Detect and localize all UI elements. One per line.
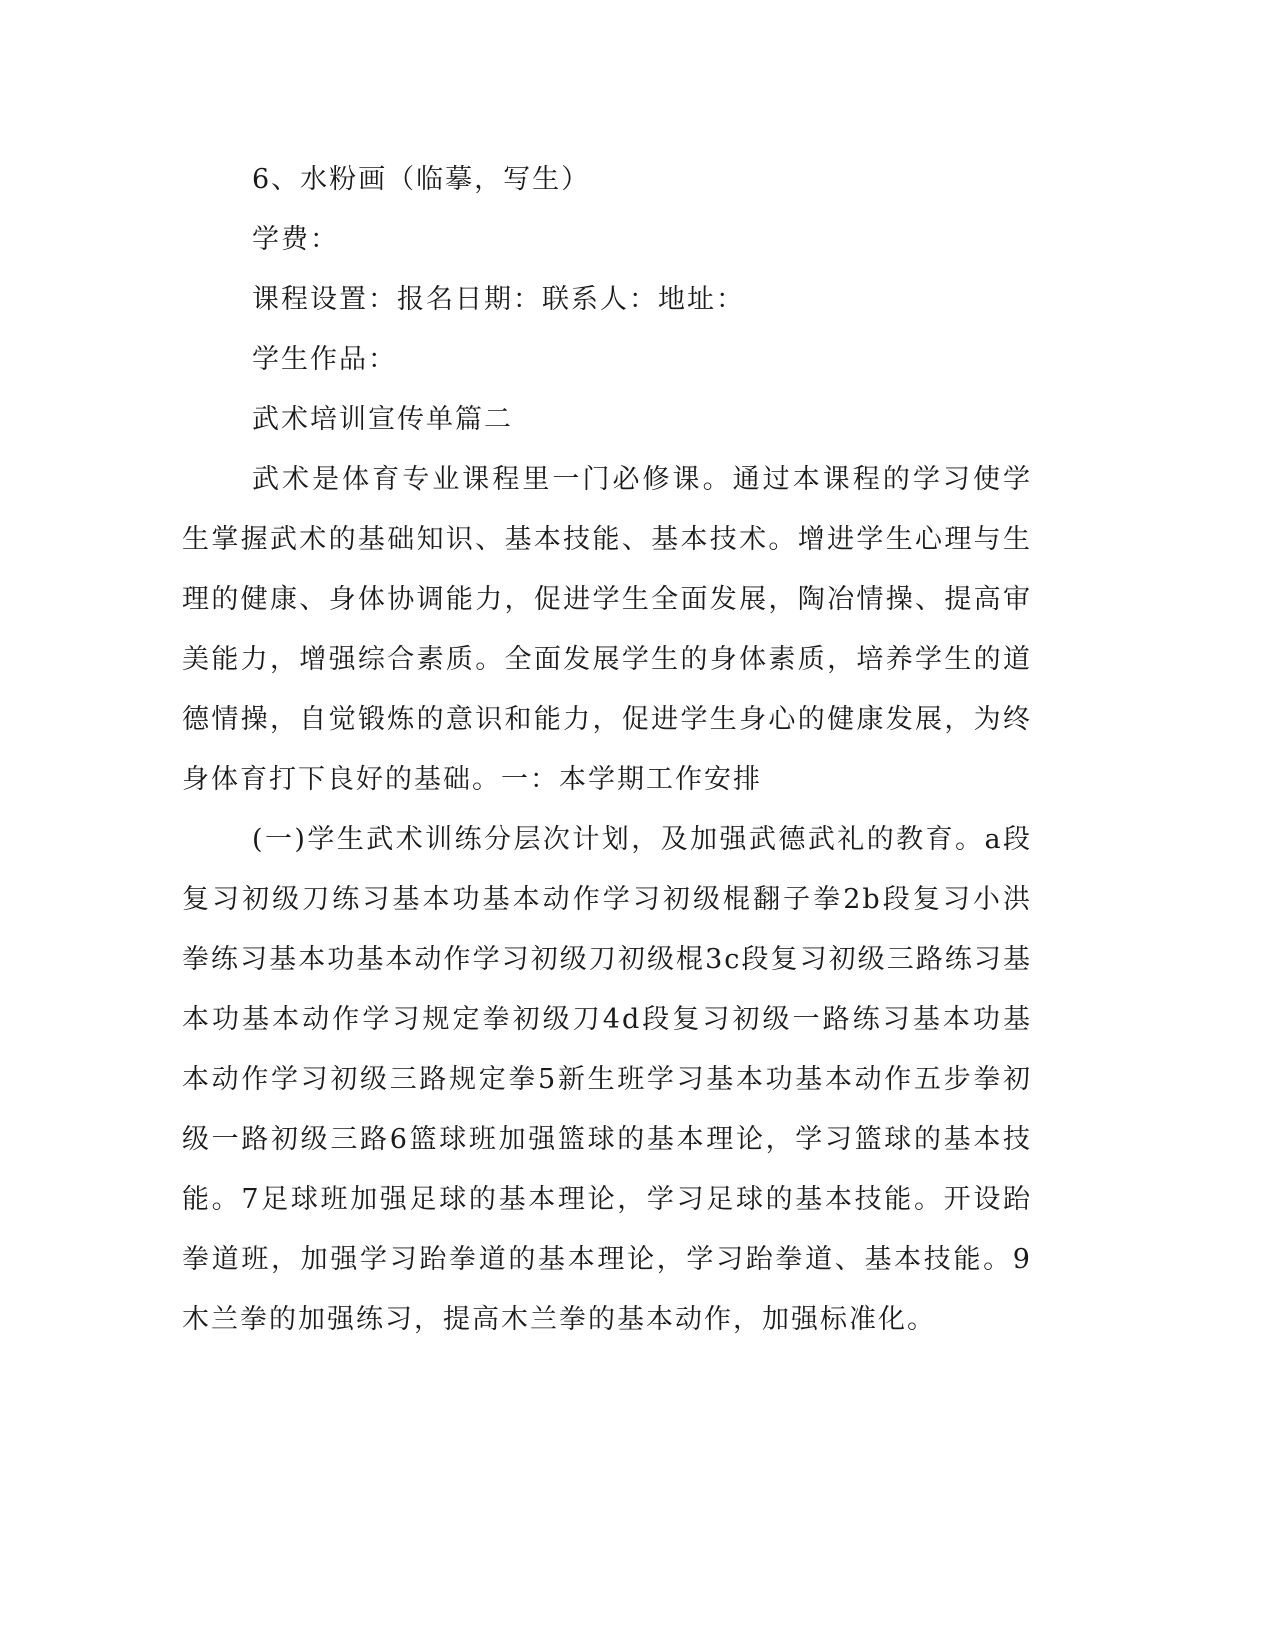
paragraph-intro: 武术是体育专业课程里一门必修课。通过本课程的学习使学生掌握武术的基础知识、基本技能、基本技术。增进学生心理与生理的健康、身体协调能力，促进学生全面发展，陶冶情操、提高审美能力，增强综合素质。全面发展学生的身体素质，培养学生的道德情操，自觉锻炼的意识和能力，促进学生身心的健康发展，为终身体育打下良好的基础。一：本学期工作安排 xyxy=(182,464,1032,795)
course-info-labels: 课程设置：报名日期：联系人：地址： xyxy=(252,284,745,315)
paragraph-training-plan: (一)学生武术训练分层次计划，及加强武德武礼的教育。a段复习初级刀练习基本功基本动作学习初级棍翻子拳2b段复习小洪拳练习基本功基本动作学习初级刀初级棍3c段复习初级三路练习基本功基本动作学习规定拳初级刀4d段复习初级一路练习基本功基本动作学习初级三路规定拳5新生班学习基本功基本动作五步拳初级一路初级三路6篮球班加强篮球的基本理论，学习篮球的基本技能。7足球班加强足球的基本理论，学习足球的基本技能。开设跆拳道班，加强学习跆拳道的基本理论，学习跆拳道、基本技能。9木兰拳的加强练习，提高木兰拳的基本动作，加强标准化。 xyxy=(182,824,1032,1335)
section-heading: 武术培训宣传单篇二 xyxy=(252,404,513,435)
student-works-label: 学生作品： xyxy=(252,344,397,375)
document-body xyxy=(182,150,1032,1350)
list-item-watercolor: 6、水粉画（临摹，写生） xyxy=(252,164,591,195)
tuition-label: 学费： xyxy=(252,224,339,255)
